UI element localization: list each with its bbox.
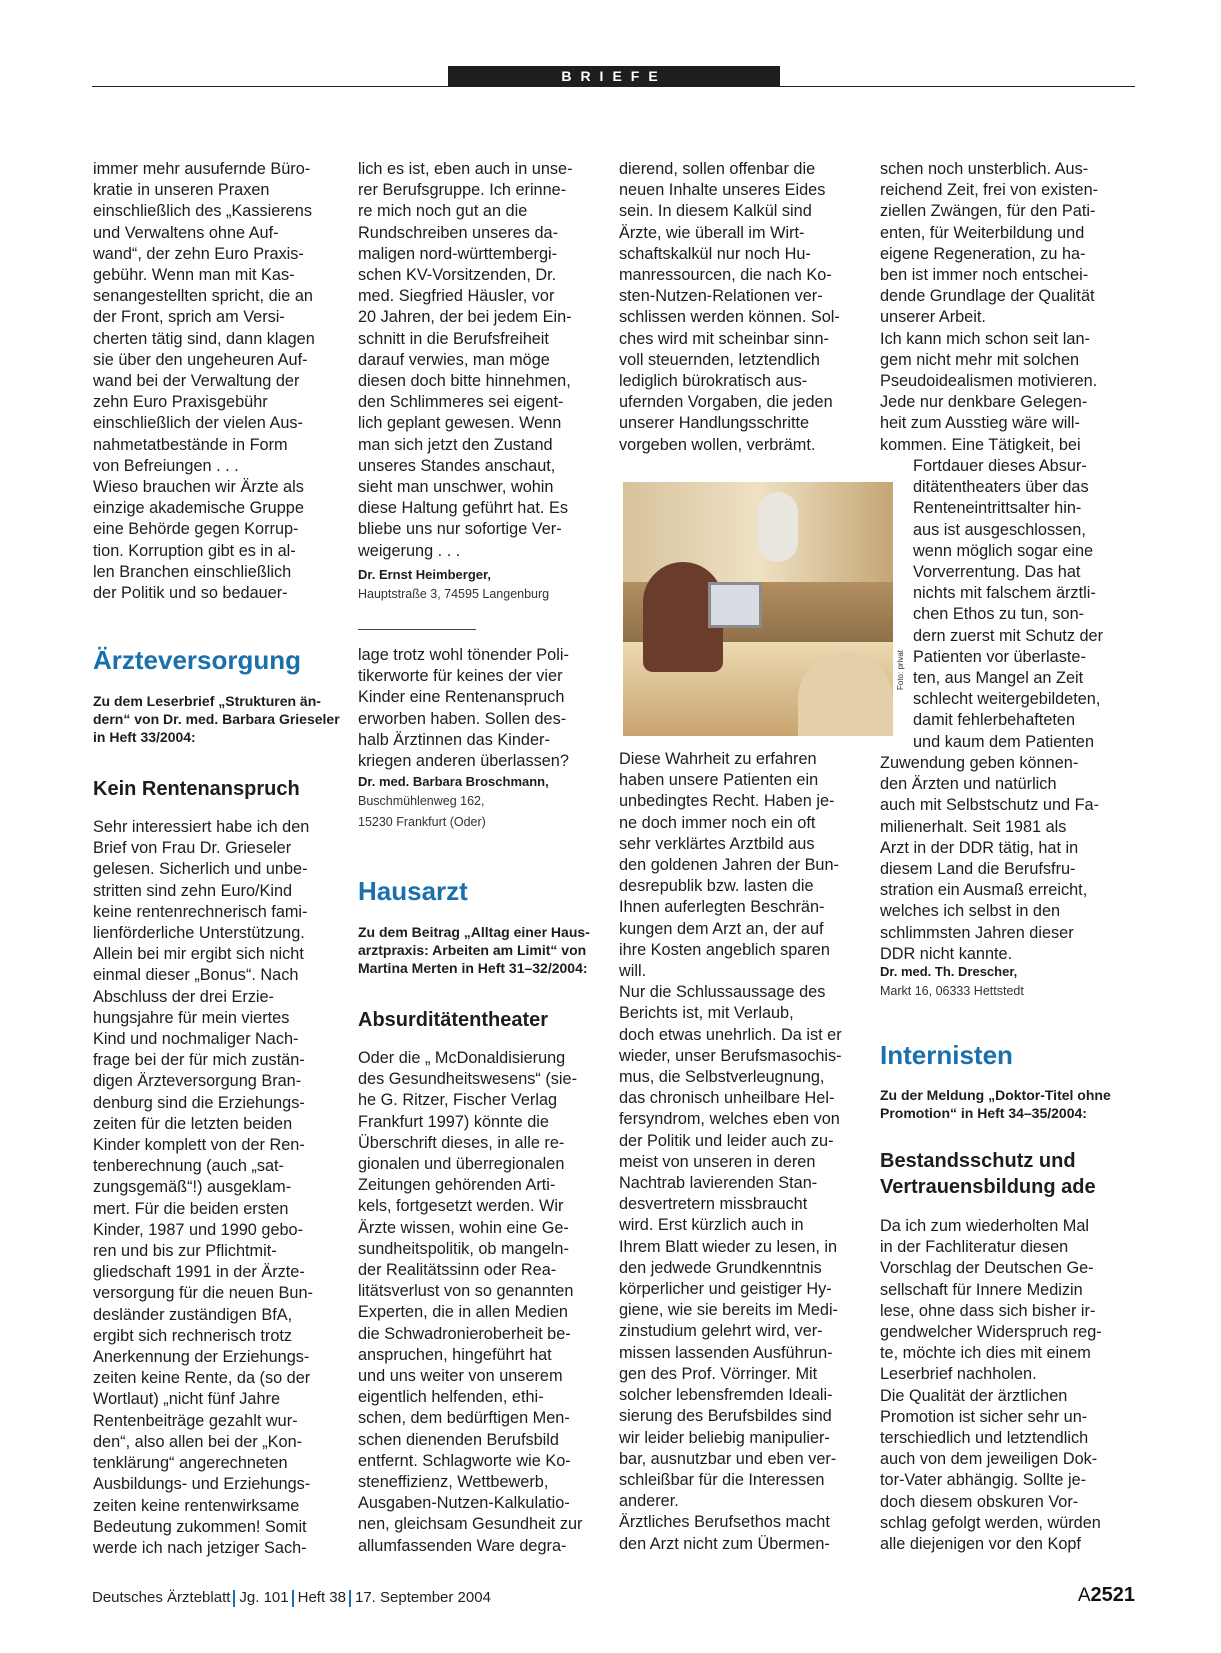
text-line: heit zum Ausstieg wäre will- [880,414,1080,433]
text-line: Promotion ist sicher sehr un- [880,1407,1088,1426]
section-body-continued [358,645,569,772]
text-line: tikerworte für keines der vier [358,667,563,686]
text-line: sten-Nutzen-Relationen ver- [619,287,823,306]
column-4-indented [913,456,1103,753]
text-line: kriegen anderen überlassen? [358,752,569,771]
journal-issue: Heft 38 [297,1589,346,1606]
photo-monitor [708,582,762,628]
text-line: Leserbrief nachholen. [880,1365,1037,1384]
footer-divider [292,1590,294,1607]
text-line: Anerkennung der Erziehungs- [93,1348,310,1367]
text-line: senangestellten spricht, die an [93,287,313,306]
text-line: Die Qualität der ärztlichen [880,1386,1068,1405]
text-line: diesem Land die Berufsfru- [880,860,1076,879]
text-line: schnitt in die Berufsfreiheit [358,329,549,348]
text-line: von Befreiungen . . . [93,456,239,475]
column-4-top [880,159,1098,456]
signature-address [358,791,486,833]
text-line: kungen dem Arzt an, der auf [619,919,824,938]
signature-name: Dr. Ernst Heimberger, [358,567,491,582]
page-prefix: A [1077,1585,1091,1606]
text-line: Martina Merten in Heft 31–32/2004: [358,960,588,976]
text-line: Brief von Frau Dr. Grieseler [93,839,292,858]
text-line: ziellen Zwängen, für den Pati- [880,202,1096,221]
text-line: wieder, unser Berufsmasochis- [619,1046,842,1065]
section-subtitle [880,1148,1096,1200]
text-line: nichts mit falschem ärztli- [913,584,1096,603]
text-line: 20 Jahren, der bei jedem Ein- [358,308,572,327]
text-line: wenn möglich sogar eine [913,541,1094,560]
text-line: bar, ausnutzbar und eben ver- [619,1449,837,1468]
text-line: he G. Ritzer, Fischer Verlag [358,1091,558,1110]
text-line: ufernden Vorgaben, die jeden [619,393,833,412]
text-line: Fortdauer dieses Absur- [913,457,1087,475]
text-line: unseres Standes anschaut, [358,456,556,475]
text-line: meist von unseren in deren [619,1152,816,1171]
text-line: den goldenen Jahren der Bun- [619,856,839,875]
text-line: dern“ von Dr. med. Barbara Grieseler [93,711,340,727]
text-line: Sehr interessiert habe ich den [93,818,310,836]
text-line: zeiten keine rentenwirksame [93,1496,300,1515]
text-line: halb Ärztinnen das Kinder- [358,730,550,749]
journal-name: Deutsches Ärzteblatt [92,1589,231,1606]
text-line: sie über den ungeheuren Auf- [93,350,308,369]
text-line: den Ärzten und natürlich [880,775,1057,794]
text-line: gebühr. Wenn man mit Kas- [93,266,295,285]
text-line: cherten tätig sind, dann klagen [93,329,315,348]
text-line: sieht man unschwer, wohin [358,478,554,497]
photo-person [758,492,798,562]
text-line: Zu dem Leserbrief „Strukturen än- [93,693,321,709]
text-line: Ausbildungs- und Erziehungs- [93,1475,311,1494]
text-line: Arzt in der DDR tätig, hat in [880,838,1079,857]
text-line: Jede nur denkbare Gelegen- [880,393,1088,412]
section-header: BRIEFE [448,66,780,87]
text-line: und Verwaltens ohne Auf- [93,223,279,242]
text-line: haben unsere Patienten ein [619,771,819,790]
text-line: DDR nicht kannte. [880,944,1013,963]
text-line: desländer zuständigen BfA, [93,1305,293,1324]
section-intro [880,1086,1111,1122]
text-line: ihre Kosten angeblich sparen [619,940,830,959]
text-line: Ihnen auferlegten Beschrän- [619,898,825,917]
text-line: gen des Prof. Vörringer. Mit [619,1364,818,1383]
text-line: welches ich selbst in den [880,902,1061,921]
text-line: dern zuerst mit Schutz der [913,626,1104,645]
text-line: schlecht weitergebildeten, [913,690,1101,709]
text-line: stration ein Ausmaß erreicht, [880,881,1088,900]
text-line: Patienten vor überlaste- [913,647,1086,666]
text-line: sellschaft für Innere Medizin [880,1280,1083,1299]
text-line: mert. Für die beiden ersten [93,1199,289,1218]
text-line: sundheitspolitik, ob mangeln- [358,1239,569,1258]
text-line: tenberechnung (auch „sat- [93,1157,284,1176]
text-line: werde ich nach jetziger Sach- [93,1538,307,1557]
text-line: bliebe uns nur sofortige Ver- [358,520,562,539]
text-line: solcher lebensfremden Ideali- [619,1386,833,1405]
text-line: maligen nord-württembergi- [358,244,558,263]
section-body [358,1048,582,1557]
text-line: Zu der Meldung „Doktor-Titel ohne [880,1087,1111,1103]
text-line: zungsgemäß“!) ausgeklam- [93,1178,292,1197]
text-line: Zu dem Beitrag „Alltag einer Haus- [358,924,590,940]
text-line: Zeitungen gehörenden Arti- [358,1176,556,1195]
text-line: und uns weiter von unserem [358,1367,563,1386]
text-line: digen Ärzteversorgung Bran- [93,1072,302,1091]
text-line: in der Fachliteratur diesen [880,1238,1069,1257]
text-line: auch mit Selbstschutz und Fa- [880,796,1099,815]
text-line: versorgung für die neuen Bun- [93,1284,313,1303]
text-line: Ausgaben-Nutzen-Kalkulatio- [358,1494,570,1513]
column-2-top [358,159,573,562]
footer-citation [92,1588,491,1608]
text-line: zeiten für die letzten beiden [93,1114,293,1133]
page-number-value: 2521 [1090,1584,1135,1606]
text-line: schlag gefolgt werden, würden [880,1513,1101,1532]
text-line: Zuwendung geben können- [880,754,1079,772]
text-line: Nur die Schlussaussage des [619,983,826,1002]
text-line: Berichts ist, mit Verlaub, [619,1004,794,1023]
photo-person [798,652,893,736]
journal-date: 17. September 2004 [355,1589,491,1606]
text-line: terschiedlich und letztendlich [880,1429,1089,1448]
text-line: schen dienenden Berufsbild [358,1430,559,1449]
text-line: denburg sind die Erziehungs- [93,1093,305,1112]
text-line: den“, also allen bei der „Kon- [93,1432,303,1451]
text-line: Buschmühlenweg 162, [358,794,485,808]
text-line: aus ist ausgeschlossen, [913,520,1086,539]
text-line: ches wird mit scheinbar sinn- [619,329,829,348]
footer-divider [349,1590,351,1607]
text-line: Ärzte wissen, wohin eine Ge- [358,1218,569,1237]
text-line: Rundschreiben unseres da- [358,223,559,242]
text-line: Da ich zum wiederholten Mal [880,1217,1090,1235]
text-line: kels, fortgesetzt werden. Wir [358,1197,564,1216]
text-line: keine rentenrechnerisch fami- [93,902,308,921]
text-line: litätsverlust von so genannten [358,1282,574,1301]
text-line: den Arzt nicht zum Übermen- [619,1534,830,1553]
text-line: unserer Arbeit. [880,308,986,327]
text-line: Kinder, 1987 und 1990 gebo- [93,1220,304,1239]
section-intro [93,692,340,746]
column-3-bottom [619,749,842,1555]
text-line: darauf verwies, man möge [358,350,550,369]
text-line: alle diejenigen vor den Kopf [880,1535,1081,1554]
text-line: sein. In diesem Kalkül sind [619,202,812,221]
text-line: dierend, sollen offenbar die [619,160,816,178]
text-line: der Politik und so bedauer- [93,584,288,603]
section-body [93,817,313,1559]
text-line: desrepublik bzw. lasten die [619,877,814,896]
text-line: ergibt sich rechnerisch trotz [93,1326,293,1345]
text-line: ten, aus Mangel an Zeit [913,669,1084,688]
section-intro [358,923,590,977]
text-line: Renteneintrittsalter hin- [913,499,1082,518]
text-line: entfernt. Schlagworte wie Ko- [358,1451,571,1470]
text-line: gem nicht mehr mit solchen [880,350,1080,369]
text-line: schen, dem bedürftigen Men- [358,1409,570,1428]
text-line: nahmetatbestände in Form [93,435,288,454]
text-line: erworben haben. Sollen des- [358,709,567,728]
article-photo [623,482,893,736]
text-line: schen KV-Vorsitzenden, Dr. [358,266,557,285]
text-line: neuen Inhalte unseres Eides [619,181,826,200]
text-line: med. Siegfried Häusler, vor [358,287,555,306]
text-line: Nachtrab lavierenden Stan- [619,1174,818,1193]
text-line: Rentenbeiträge gezahlt wur- [93,1411,298,1430]
text-line: die Schwadronieroberheit be- [358,1324,571,1343]
text-line: Ärzte, wie überall im Wirt- [619,223,805,242]
text-line: der Politik und leider auch zu- [619,1131,834,1150]
text-line: mus, die Selbstverleugnung, [619,1068,825,1087]
text-line: wand“, der zehn Euro Praxis- [93,244,304,263]
text-line: vorgeben wollen, verbrämt. [619,435,816,454]
text-line: schlimmsten Jahren dieser [880,923,1074,942]
text-line: lich geplant gewesen. Wenn [358,414,562,433]
column-4-mid [880,753,1099,965]
text-line: will. [619,962,647,981]
text-line: voll steuernden, letztendlich [619,350,820,369]
text-line: der Front, sprich am Versi- [93,308,285,327]
text-line: der Realitätssinn oder Rea- [358,1261,557,1280]
text-line: diese Haltung geführt hat. Es [358,499,568,518]
text-line: auch von dem jeweiligen Dok- [880,1450,1098,1469]
text-line: Kind und nochmaliger Nach- [93,1030,299,1049]
text-line: Kein Rentenanspruch [93,778,300,800]
page-number [1078,1584,1135,1607]
text-line: frage bei der für mich zustän- [93,1051,305,1070]
text-line: stritten sind zehn Euro/Kind [93,881,293,900]
text-line: lediglich bürokratisch aus- [619,372,808,391]
text-line: schleißbar für die Interessen [619,1470,825,1489]
text-line: Bedeutung zukommen! Somit [93,1517,307,1536]
text-line: schen noch unsterblich. Aus- [880,160,1089,178]
text-line: Ihrem Blatt wieder zu lesen, in [619,1237,838,1256]
signature-address: Markt 16, 06333 Hettstedt [880,984,1024,998]
text-line: Oder die „ McDonaldisierung [358,1049,566,1067]
text-line: den Schlimmeres sei eigent- [358,393,564,412]
text-line: damit fehlerbehafteten [913,711,1076,730]
text-line: ditätentheaters über das [913,478,1089,497]
text-line: eigene Regeneration, zu ha- [880,244,1086,263]
text-line: sehr verklärtes Arztbild aus [619,834,815,853]
text-line: ben ist immer noch entschei- [880,266,1089,285]
text-line: tion. Korruption gibt es in al- [93,541,296,560]
text-line: weigerung . . . [358,541,461,560]
text-line: körperlicher und geistiger Hy- [619,1280,832,1299]
text-line: Ärztliches Berufsethos macht [619,1513,830,1532]
text-line: einschließlich der vielen Aus- [93,414,303,433]
text-line: wir leider beliebig manipulier- [619,1428,830,1447]
text-line: re mich noch gut an die [358,202,528,221]
text-line: arztpraxis: Arbeiten am Limit“ von [358,942,587,958]
footer-divider [233,1590,235,1607]
text-line: desvertretern missbraucht [619,1195,808,1214]
text-line: Vorschlag der Deutschen Ge- [880,1259,1094,1278]
text-line: immer mehr ausufernde Büro- [93,160,311,178]
section-subtitle [93,776,300,802]
text-line: des Gesundheitswesens“ (sie- [358,1070,577,1089]
text-line: Vorverrentung. Das hat [913,563,1081,582]
section-title: Ärzteversorgung [93,645,302,675]
text-line: gendwelcher Widerspruch reg- [880,1323,1102,1342]
text-line: reichend Zeit, frei von existen- [880,181,1099,200]
text-line: gliedschaft 1991 in der Ärzte- [93,1263,305,1282]
text-line: Wortlaut) „nicht fünf Jahre [93,1390,281,1409]
column-3-top [619,159,840,456]
text-line: tenklärung“ angerechneten [93,1454,288,1473]
text-line: den jedwede Grundkenntnis [619,1258,822,1277]
signature-name: Dr. med. Barbara Broschmann, [358,774,549,789]
text-line: steneffizienz, Wettbewerb, [358,1473,549,1492]
section-title: Hausarzt [358,876,468,906]
text-line: unserer Handlungsschritte [619,414,810,433]
text-line: schlissen werden können. Sol- [619,308,840,327]
text-line: len Branchen einschließlich [93,562,292,581]
text-line: einzige akademische Gruppe [93,499,304,518]
signature-address: Hauptstraße 3, 74595 Langenburg [358,587,550,601]
text-line: doch etwas unehrlich. Da ist er [619,1025,842,1044]
text-line: manressourcen, die nach Ko- [619,266,832,285]
text-line: Promotion“ in Heft 34–35/2004: [880,1105,1087,1121]
column-1-top [93,159,315,604]
text-line: te, möchte ich dies mit einem [880,1344,1091,1363]
section-body [880,1216,1102,1555]
text-line: enten, für Weiterbildung und [880,223,1085,242]
text-line: Überschrift dieses, in alle re- [358,1133,565,1152]
text-line: schaftskalkül nur noch Hu- [619,244,811,263]
text-line: einmal dieser „Bonus“. Nach [93,966,299,985]
section-title: Internisten [880,1040,1013,1070]
text-line: hungsjahre für mein viertes [93,1008,290,1027]
text-line: nen, gleichsam Gesundheit zur [358,1515,583,1534]
text-line: anderer. [619,1492,679,1511]
text-line: zeiten keine Rente, da (so der [93,1369,311,1388]
text-line: tor-Vater abhängig. Sollte je- [880,1471,1087,1490]
section-subtitle [358,1007,548,1033]
photo-credit: Foto: privat [896,649,905,690]
text-line: einschließlich des „Kassierens [93,202,312,221]
text-line: 15230 Frankfurt (Oder) [358,815,486,829]
text-line: rer Berufsgruppe. Ich erinne- [358,181,567,200]
text-line: anspruchen, hingeführt hat [358,1345,552,1364]
text-line: unbedingtes Recht. Haben je- [619,792,835,811]
text-line: gionalen und überregionalen [358,1155,565,1174]
text-line: milienerhalt. Seit 1981 als [880,817,1067,836]
text-line: missen lassenden Ausführun- [619,1343,833,1362]
journal-volume: Jg. 101 [239,1589,289,1606]
separator-line [358,629,476,630]
text-line: zehn Euro Praxisgebühr [93,393,268,412]
text-line: man sich jetzt den Zustand [358,435,553,454]
text-line: kratie in unseren Praxen [93,181,270,200]
text-line: lage trotz wohl tönender Poli- [358,646,569,664]
text-line: wand bei der Verwaltung der [93,372,300,391]
text-line: Absurditätentheater [358,1009,549,1031]
text-line: Pseudoidealismen motivieren. [880,372,1098,391]
text-line: allumfassenden Ware degra- [358,1536,567,1555]
text-line: chen Ethos zu tun, son- [913,605,1085,624]
text-line: Kinder eine Rentenanspruch [358,688,565,707]
text-line: Ich kann mich schon seit lan- [880,329,1090,348]
text-line: eine Behörde gegen Korrup- [93,520,299,539]
text-line: Diese Wahrheit zu erfahren [619,750,817,768]
text-line: in Heft 33/2004: [93,729,196,745]
text-line: gelesen. Sicherlich und unbe- [93,860,308,879]
text-line: diesen doch bitte hinnehmen, [358,372,571,391]
text-line: ren und bis zur Pflichtmit- [93,1242,277,1261]
text-line: fersyndrom, welches eben von [619,1110,840,1129]
text-line: Bestandsschutz und [880,1150,1076,1172]
text-line: Frankfurt 1997) könnte die [358,1112,549,1131]
text-line: doch diesem obskuren Vor- [880,1492,1079,1511]
text-line: kommen. Eine Tätigkeit, bei [880,435,1081,454]
text-line: Vertrauensbildung ade [880,1176,1096,1198]
text-line: lienförderliche Unterstützung. [93,924,305,943]
text-line: das chronisch unheilbare Hel- [619,1089,835,1108]
text-line: zinstudium gelehrt wird, ver- [619,1322,823,1341]
text-line: wird. Erst kürzlich auch in [619,1216,804,1235]
text-line: Abschluss der drei Erzie- [93,987,274,1006]
text-line: lich es ist, eben auch in unse- [358,160,573,178]
text-line: Wieso brauchen wir Ärzte als [93,478,304,497]
text-line: sierung des Berufsbildes sind [619,1407,832,1426]
text-line: und kaum dem Patienten [913,732,1095,751]
signature-name: Dr. med. Th. Drescher, [880,964,1018,979]
text-line: Allein bei mir ergibt sich nicht [93,945,304,964]
text-line: giene, wie sie bereits im Medi- [619,1301,838,1320]
text-line: ne doch immer noch ein oft [619,813,816,832]
text-line: lese, ohne dass sich bisher ir- [880,1301,1096,1320]
text-line: Kinder komplett von der Ren- [93,1136,305,1155]
text-line: Experten, die in allen Medien [358,1303,568,1322]
text-line: dende Grundlage der Qualität [880,287,1095,306]
text-line: eigentlich helfenden, ethi- [358,1388,544,1407]
